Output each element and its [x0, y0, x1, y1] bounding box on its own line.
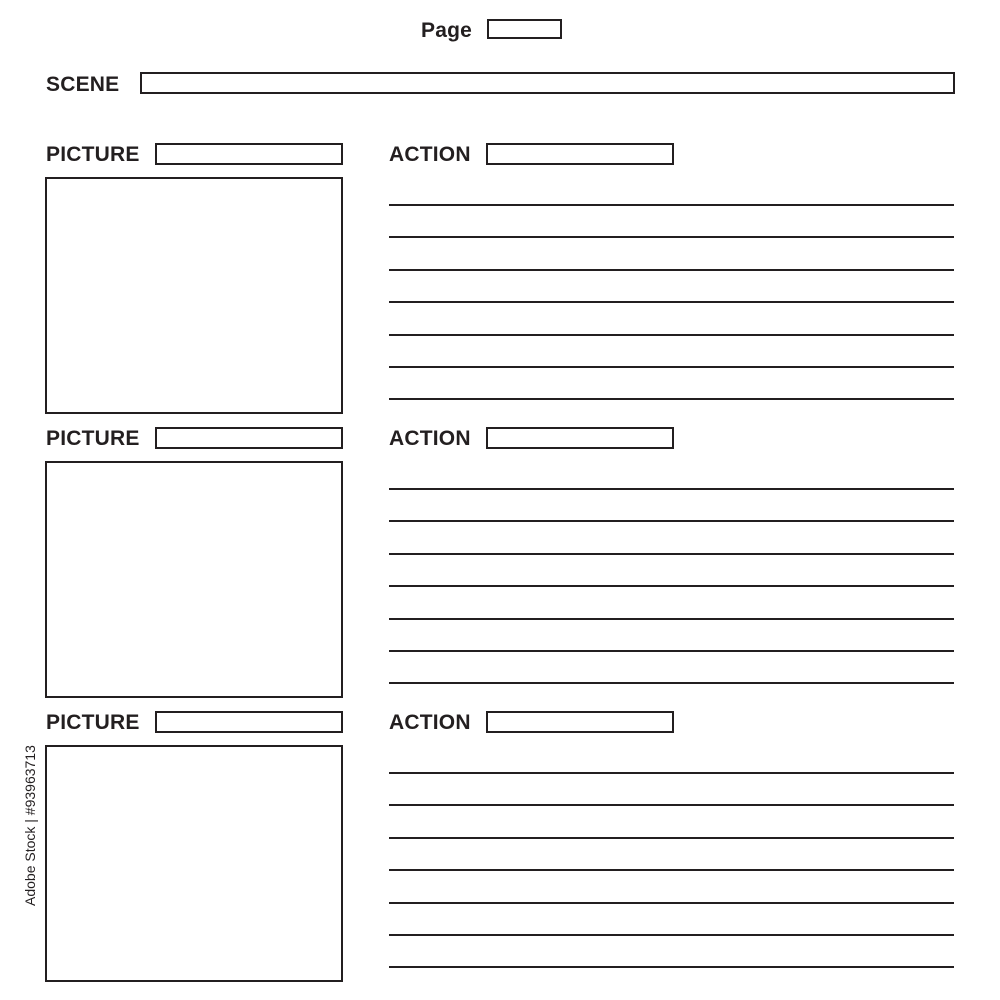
action-number-field[interactable]: [486, 711, 674, 733]
action-label: ACTION: [389, 427, 471, 450]
action-writing-line[interactable]: [389, 902, 954, 904]
picture-number-field[interactable]: [155, 143, 343, 165]
picture-frame[interactable]: [45, 461, 343, 698]
action-writing-line[interactable]: [389, 869, 954, 871]
picture-label: PICTURE: [46, 427, 140, 450]
picture-frame[interactable]: [45, 177, 343, 414]
action-writing-line[interactable]: [389, 488, 954, 490]
action-number-field[interactable]: [486, 427, 674, 449]
scene-label: SCENE: [46, 73, 120, 96]
picture-number-field[interactable]: [155, 711, 343, 733]
picture-label: PICTURE: [46, 143, 140, 166]
action-writing-line[interactable]: [389, 682, 954, 684]
action-writing-line[interactable]: [389, 236, 954, 238]
picture-label: PICTURE: [46, 711, 140, 734]
picture-number-field[interactable]: [155, 427, 343, 449]
action-writing-line[interactable]: [389, 301, 954, 303]
action-writing-line[interactable]: [389, 334, 954, 336]
action-writing-line[interactable]: [389, 618, 954, 620]
action-writing-line[interactable]: [389, 772, 954, 774]
scene-field[interactable]: [140, 72, 955, 94]
action-label: ACTION: [389, 711, 471, 734]
action-writing-line[interactable]: [389, 837, 954, 839]
action-writing-line[interactable]: [389, 585, 954, 587]
action-writing-line[interactable]: [389, 934, 954, 936]
action-writing-line[interactable]: [389, 553, 954, 555]
action-writing-line[interactable]: [389, 966, 954, 968]
action-writing-line[interactable]: [389, 398, 954, 400]
stock-credit: Adobe Stock | #93963713: [22, 745, 38, 906]
action-label: ACTION: [389, 143, 471, 166]
action-writing-line[interactable]: [389, 269, 954, 271]
action-writing-line[interactable]: [389, 804, 954, 806]
action-writing-line[interactable]: [389, 520, 954, 522]
picture-frame[interactable]: [45, 745, 343, 982]
action-writing-line[interactable]: [389, 204, 954, 206]
page-number-label: Page: [421, 19, 472, 42]
action-writing-line[interactable]: [389, 650, 954, 652]
action-writing-line[interactable]: [389, 366, 954, 368]
page-number-field[interactable]: [487, 19, 562, 39]
action-number-field[interactable]: [486, 143, 674, 165]
